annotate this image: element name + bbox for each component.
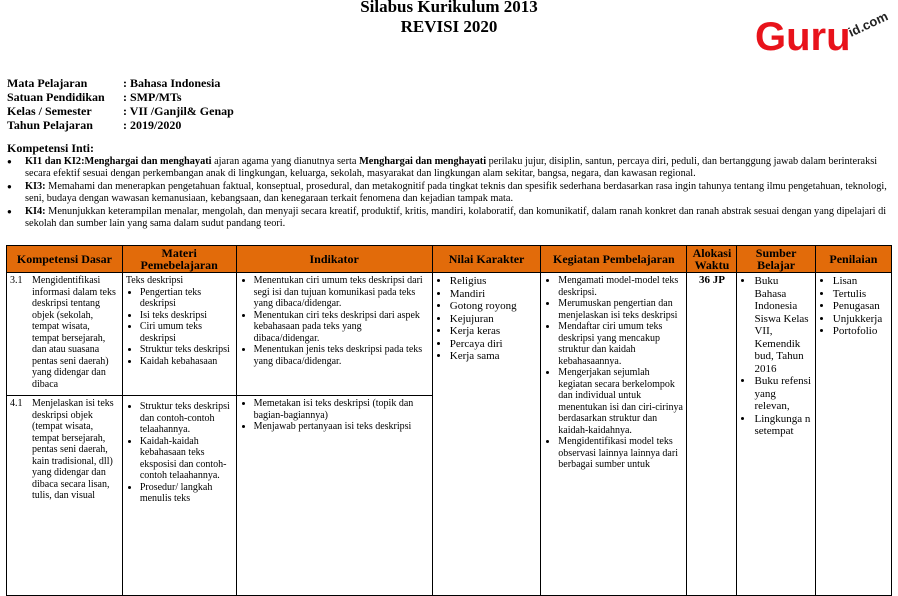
ki-text: ajaran agama yang dianutnya serta <box>211 156 360 167</box>
list-item: • Tertulis <box>833 288 888 301</box>
list-item: • Prosedur/ langkah menulis teks <box>140 482 233 505</box>
list-item: • Menentukan ciri teks deskripsi dari aspek kebahasaan pada teks yang dibaca/didengar. <box>254 310 429 345</box>
penilaian-list <box>819 275 888 338</box>
meta-row <box>7 118 234 132</box>
meta-row <box>7 104 234 118</box>
ki-item <box>7 181 892 205</box>
materi-list <box>126 287 233 368</box>
kompetensi-inti-heading: Kompetensi Inti: <box>7 141 94 155</box>
materi-title: Teks deskripsi <box>125 275 184 286</box>
kd-item <box>10 275 119 390</box>
list-item: • Struktur teks deskripsi dan contoh-contoh telaahannya. <box>140 401 233 436</box>
ki-text: Menunjukkan keterampilan menalar, mengolah, dan menyaji secara kreatif, produktif, kritis, mandiri, kolaboratif, dan komunikatif, dalam ranah konkret dan ranah abstrak sesuai dengan yang dipelajari di sekolah dan sumber lain yang sama dalam sudut pandang teori. <box>25 206 887 229</box>
ki-text: Memahami dan menerapkan pengetahuan faktual, konseptual, prosedural, dan metakognitif pada tingkat teknis dan spesifik sederhana berdasarkan rasa ingin tahunya tentang ilmu pengetahuan, teknologi, seni, budaya dengan wawasan kemanusiaan, kebangsaan, dan kenegaraan terkait fenomena dan kejadian tampak mata. <box>25 181 887 204</box>
meta-row <box>7 90 234 104</box>
kd-number: 3.1 <box>10 275 23 286</box>
kd-text: Mengidentifikasi informasi dalam teks deskripsi tentang objek (sekolah, tempat wisata, tempat bersejarah, dan atau suasana pentas seni daerah) yang didengar dan dibaca <box>32 275 116 390</box>
ki-item <box>7 156 892 180</box>
ki-lead: KI4: <box>25 206 46 217</box>
header-alokasi: Alokasi Waktu <box>687 246 737 273</box>
list-item: • Religius <box>450 275 538 288</box>
list-item: • Isi teks deskripsi <box>140 310 233 322</box>
meta-label: Tahun Pelajaran <box>7 118 93 132</box>
list-item: • Buku refensi yang relevan, <box>754 375 811 413</box>
list-item: • Merumuskan pengertian dan menjelaskan isi teks deskripsi <box>558 298 683 321</box>
meta-value: : 2019/2020 <box>123 118 182 132</box>
indikator-list <box>240 398 429 433</box>
kd-text: Menjelaskan isi teks deskripsi objek (tempat wisata, tempat bersejarah, pentas seni daerah, kain tradisional, dll) yang didengar dan dibaca secara lisan, tulis, dan visual <box>32 398 114 501</box>
list-item: • Menentukan jenis teks deskripsi pada teks yang dibaca/didengar. <box>254 344 429 367</box>
nilai-list <box>436 275 538 363</box>
indikator-cell <box>236 396 432 596</box>
header-indikator: Indikator <box>236 246 432 273</box>
meta-row <box>7 76 234 90</box>
kegiatan-cell <box>541 273 687 596</box>
ki-lead-emphasis: Menghargai dan menghayati <box>359 156 487 167</box>
list-item: • Menentukan ciri umum teks deskripsi dari segi isi dan tujuan komunikasi pada teks yang dibaca/didengar. <box>254 275 429 310</box>
list-item: • Lisan <box>833 275 888 288</box>
list-item: • Pengertian teks deskripsi <box>140 287 233 310</box>
syllabus-table <box>6 245 892 596</box>
alokasi-cell <box>687 273 737 596</box>
indikator-cell <box>236 273 432 396</box>
list-item: • Memetakan isi teks deskripsi (topik dan bagian-bagiannya) <box>254 398 429 421</box>
meta-value: : SMP/MTs <box>123 90 182 104</box>
meta-label: Kelas / Semester <box>7 104 92 118</box>
list-item: • Lingkunga n setempat <box>754 413 811 438</box>
meta-label: Mata Pelajaran <box>7 76 88 90</box>
ki-lead-emphasis: Menghargai dan menghayati <box>84 156 212 167</box>
table-header-row <box>7 246 892 273</box>
logo-suffix-text: id.com <box>845 8 891 40</box>
list-item: • Mengidentifikasi model teks observasi lainnya lainnya dari berbagai sumber untuk <box>558 436 683 471</box>
indikator-list <box>240 275 429 367</box>
list-item: • Kerja keras <box>450 325 538 338</box>
kd-cell <box>7 273 123 396</box>
penilaian-cell <box>815 273 891 596</box>
list-item: • Mengamati model-model teks deskripsi. <box>558 275 683 298</box>
kd-number: 4.1 <box>10 398 23 409</box>
header-penilaian: Penilaian <box>815 246 891 273</box>
list-item: • Mandiri <box>450 288 538 301</box>
ki-lead: KI1 dan KI2: <box>25 156 85 167</box>
list-item: • Menjawab pertanyaan isi teks deskripsi <box>254 421 429 433</box>
list-item: • Ciri umum teks deskripsi <box>140 321 233 344</box>
list-item: • Kerja sama <box>450 350 538 363</box>
list-item: • Portofolio <box>833 325 888 338</box>
list-item: • Struktur teks deskripsi <box>140 344 233 356</box>
nilai-cell <box>432 273 541 596</box>
list-item: • Unjukkerja <box>833 313 888 326</box>
sumber-list <box>740 275 811 438</box>
meta-value: : VII /Ganjil& Genap <box>123 104 234 118</box>
logo-main-text: Guru <box>755 15 851 59</box>
document-subtitle: REVISI 2020 <box>400 17 498 36</box>
materi-cell <box>122 273 236 396</box>
kegiatan-list <box>544 275 683 471</box>
list-item: • Penugasan <box>833 300 888 313</box>
list-item: • Kaidah-kaidah kebahasaan teks eksposisi dan contoh-contoh telaahannya. <box>140 436 233 482</box>
materi-cell <box>122 396 236 596</box>
ki-lead: KI3: <box>25 181 46 192</box>
meta-value: : Bahasa Indonesia <box>123 76 221 90</box>
list-item: • Buku Bahasa Indonesia Siswa Kelas VII, Kemendik bud, Tahun 2016 <box>754 275 811 375</box>
meta-label: Satuan Pendidikan <box>7 90 105 104</box>
sumber-cell <box>737 273 815 596</box>
header-kegiatan: Kegiatan Pembelajaran <box>541 246 687 273</box>
list-item: • Kejujuran <box>450 313 538 326</box>
list-item: • Mendaftar ciri umum teks deskripsi yang mencakup struktur dan kaidah kebahasaannya. <box>558 321 683 367</box>
header-sumber: Sumber Belajar <box>737 246 815 273</box>
header-materi: Materi Pemebelajaran <box>122 246 236 273</box>
list-item: • Kaidah kebahasaan <box>140 356 233 368</box>
header-nilai-karakter: Nilai Karakter <box>432 246 541 273</box>
header-kompetensi-dasar: Kompetensi Dasar <box>7 246 123 273</box>
list-item: • Gotong royong <box>450 300 538 313</box>
list-item: • Percaya diri <box>450 338 538 351</box>
subject-info <box>7 76 234 132</box>
alokasi-value: 36 JP <box>698 274 725 286</box>
guru-id-logo <box>755 4 898 62</box>
ki-item <box>7 206 892 230</box>
kd-cell <box>7 396 123 596</box>
list-item: • Mengerjakan sejumlah kegiatan secara berkelompok dan individual untuk menentukan isi dan ciri-cirinya berdasarkan struktur dan kaidah-kaidahnya. <box>558 367 683 436</box>
kd-item <box>10 398 119 502</box>
document-title: Silabus Kurikulum 2013 <box>360 0 538 16</box>
materi-list <box>126 401 233 505</box>
kompetensi-inti-list <box>7 156 892 231</box>
table-row <box>7 273 892 396</box>
ki-text: perilaku jujur, disiplin, santun, percaya diri, peduli, dan bertanggung jawab dalam berinteraksi secara efektif sesuai dengan perkembangan anak di lingkungan, keluarga, sekolah, masyarakat dan lingkungan alam sekitar, bangsa, negara, dan kawasan regional. <box>25 156 878 179</box>
